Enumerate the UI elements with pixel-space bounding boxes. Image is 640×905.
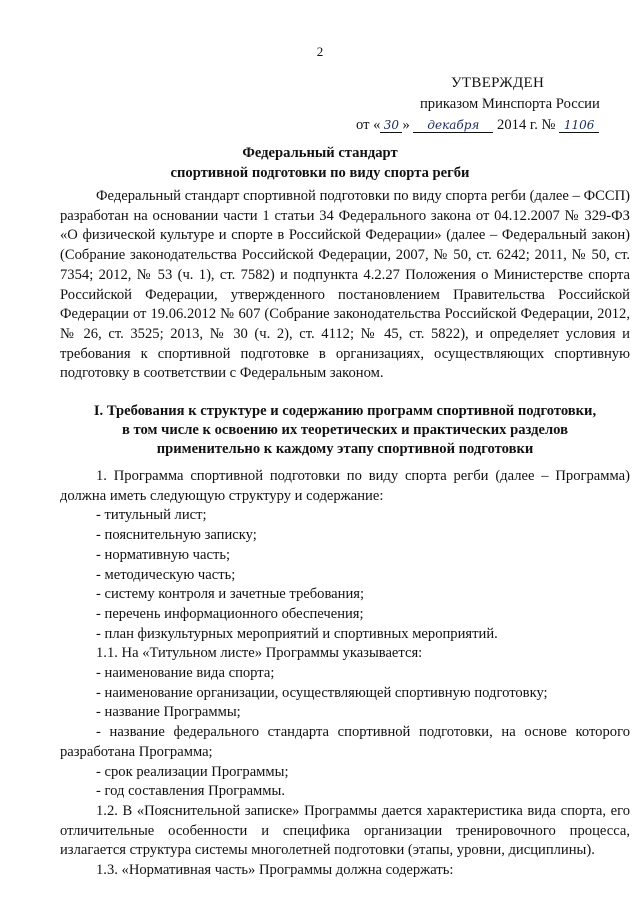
list-item: - наименование организации, осуществляющей спортивную подготовку; (96, 684, 548, 701)
list-item: - наименование вида спорта; (96, 665, 275, 682)
approval-from-close: » (402, 117, 410, 133)
title-line-2: спортивной подготовки по виду спорта регби (170, 165, 470, 181)
approval-number-handwritten: 1106 (559, 118, 599, 133)
approval-stamp (356, 73, 628, 136)
list-item: - систему контроля и зачетные требования; (96, 586, 365, 603)
paragraph-1-2: 1.2. В «Пояснительной записке» Программы дается характеристика вида спорта, его отличительные особенности и специфика организации тренировочного процесса, излагается структура системы многолетней подготовки (этапы, уровни, дисциплины). (60, 802, 630, 859)
list-item: - методическую часть; (96, 566, 236, 583)
list-item: - план физкультурных мероприятий и спортивных мероприятий. (96, 625, 498, 642)
approval-day-handwritten: 30 (380, 118, 402, 133)
section-1-title-line-1: I. Требования к структуре и содержанию программ спортивной подготовки, (93, 403, 597, 420)
list-item: - перечень информационного обеспечения; (96, 605, 364, 622)
approval-month-handwritten: декабря (413, 118, 493, 133)
paragraph-1-1: 1.1. На «Титульном листе» Программы указывается: (96, 645, 423, 662)
section-1-title (60, 402, 630, 459)
paragraph-1-3: 1.3. «Нормативная часть» Программы должна содержать: (96, 862, 454, 879)
list-item: - титульный лист; (96, 507, 207, 524)
approval-heading: УТВЕРЖДЕН (451, 75, 545, 91)
approval-date-line (356, 115, 628, 136)
paragraph-1: 1. Программа спортивной подготовки по виду спорта регби (далее – Программа) должна иметь следующую структуру и содержание: (60, 468, 630, 504)
document-body (60, 187, 630, 881)
page-number: 2 (316, 44, 324, 59)
title-line-1: Федеральный стандарт (242, 145, 398, 161)
intro-paragraph: Федеральный стандарт спортивной подготовки по виду спорта регби (далее – ФССП) разработан на основании части 1 статьи 34 Федерального закона от 04.12.2007 № 329-ФЗ «О физической культуре и спорте в Российской Федерации» (далее – Федеральный закон) (Собрание законодательства Российской Федерации, 2007, № 50, ст. 6242; 2011, № 50, ст. 7354; 2012, № 53 (ч. 1), ст. 7582) и подпункта 4.2.27 Положения о Министерстве спорта Российской Федерации, утвержденного постановлением Правительства Российской Федерации от 19.06.2012 № 607 (Собрание законодательства Российской Федерации, 2012, № 26, ст. 3525; 2013, № 30 (ч. 2), ст. 4112; № 45, ст. 5822), и определяет условия и требования к спортивной подготовке в организациях, осуществляющих спортивную подготовку в соответствии с Федеральным законом. (60, 188, 630, 382)
list-item: - название федерального стандарта спортивной подготовки, на основе которого разработана Программа; (60, 724, 630, 760)
list-item: - срок реализации Программы; (96, 763, 289, 780)
document-title (0, 143, 640, 183)
section-1-title-line-2: в том числе к освоению их теоретических и практических разделов (121, 422, 568, 439)
list-item: - нормативную часть; (96, 546, 231, 563)
approval-order: приказом Минспорта России (420, 96, 600, 112)
list-item: - название Программы; (96, 704, 241, 721)
approval-from-prefix: от « (356, 117, 381, 133)
section-1-title-line-3: применительно к каждому этапу спортивной подготовки (156, 441, 534, 458)
approval-year: 2014 г. № (497, 117, 556, 133)
list-item: - пояснительную записку; (96, 527, 257, 544)
list-item: - год составления Программы. (96, 783, 285, 800)
